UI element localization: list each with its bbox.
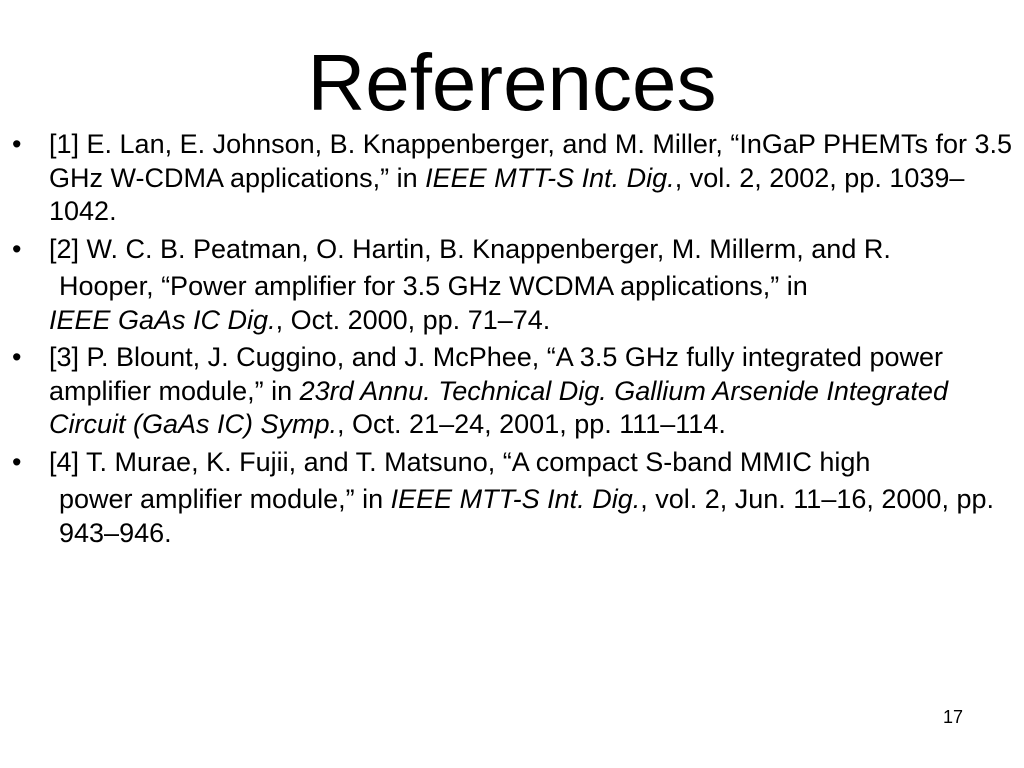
reference-item-3 bbox=[0, 341, 1024, 442]
reference-text: [1] E. Lan, E. Johnson, B. Knappenberger, and M. Miller, “InGaP PHEMTs for 3.5 GHz W-CDMA applications,” in bbox=[49, 129, 1013, 193]
reference-venue: IEEE MTT-S Int. Dig. bbox=[425, 162, 675, 193]
reference-list bbox=[0, 128, 1024, 554]
reference-item-1 bbox=[0, 128, 1024, 229]
bullet-icon: • bbox=[12, 129, 22, 159]
bullet-icon: • bbox=[12, 233, 22, 264]
reference-item-4 bbox=[0, 446, 1024, 551]
reference-venue: IEEE GaAs IC Dig. bbox=[49, 304, 276, 335]
reference-continuation-line bbox=[49, 304, 1022, 338]
reference-continuation bbox=[49, 483, 1022, 550]
reference-text: [2] W. C. B. Peatman, O. Hartin, B. Knappenberger, M. Millerm, and R. bbox=[49, 233, 891, 264]
reference-details: , Oct. 2000, pp. 71–74. bbox=[275, 304, 551, 335]
reference-details: , vol. 2, 2002, pp. 1039–1042. bbox=[49, 162, 965, 226]
reference-details: , vol. 2, Jun. 11–16, 2000, pp. 943–946. bbox=[59, 484, 994, 548]
bullet-icon: • bbox=[12, 342, 22, 372]
slide-title: References bbox=[307, 38, 717, 127]
reference-text: [3] P. Blount, J. Cuggino, and J. McPhee, “A 3.5 GHz fully integrated power amplifier module,” in bbox=[49, 342, 943, 406]
bullet-icon: • bbox=[12, 446, 22, 477]
page-number: 17 bbox=[942, 707, 963, 727]
reference-text: [4] T. Murae, K. Fujii, and T. Matsuno, “A compact S-band MMIC high bbox=[49, 446, 871, 477]
reference-text: Hooper, “Power amplifier for 3.5 GHz WCDMA applications,” in bbox=[59, 271, 808, 301]
reference-text: power amplifier module,” in bbox=[59, 484, 391, 514]
reference-item-2 bbox=[0, 233, 1024, 338]
reference-details: , Oct. 21–24, 2001, pp. 111–114. bbox=[337, 409, 726, 439]
reference-venue: IEEE MTT-S Int. Dig. bbox=[390, 484, 641, 514]
reference-venue: 23rd Annu. Technical Dig. Gallium Arsenide Integrated Circuit (GaAs IC) Symp. bbox=[49, 375, 948, 439]
reference-continuation bbox=[49, 270, 1022, 337]
